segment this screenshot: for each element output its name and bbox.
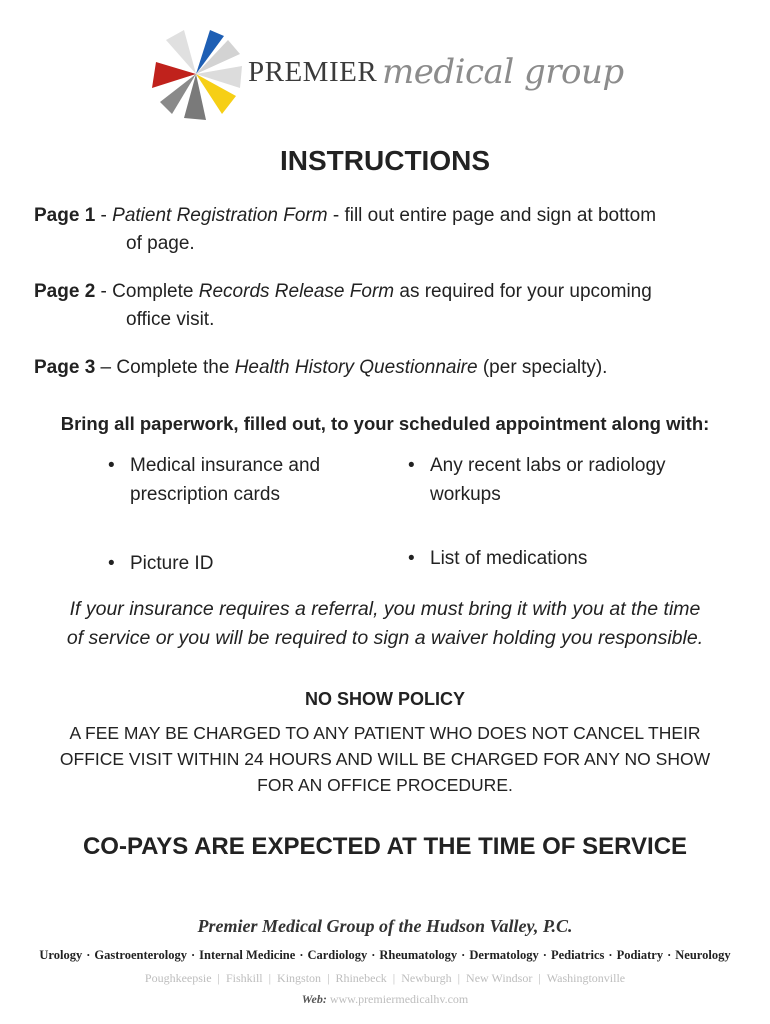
location-new-windsor: New Windsor [466,971,533,985]
specialty-separator: · [86,948,91,962]
location-newburgh: Newburgh [401,971,452,985]
specialty-internal-medicine: Internal Medicine [199,948,296,962]
bullet-text: List of medications [430,548,588,569]
bullet-dot: • [408,548,415,569]
separator: - [95,205,113,226]
premier-logo-mark [148,26,244,122]
separator: – [95,357,117,378]
specialty-neurology: Neurology [675,948,731,962]
specialty-separator: · [299,948,304,962]
web-url[interactable]: www.premiermedicalhv.com [329,992,469,1006]
location-separator: | [268,971,272,985]
footer-website [0,992,770,1007]
form-name: Patient Registration Form [112,205,328,226]
continuation-text: office visit. [126,309,215,330]
specialty-gastroenterology: Gastroenterology [94,948,187,962]
specialty-pediatrics: Pediatrics [550,948,605,962]
bullet-item-picture-id [108,549,378,578]
bullet-dot: • [408,455,415,476]
no-show-body [0,720,770,798]
bullet-item-labs [408,451,728,509]
specialty-separator: · [190,948,196,962]
form-name: Records Release Form [198,281,395,302]
footer-locations [0,971,770,986]
page-label: Page 3 [34,357,96,378]
location-rhinebeck: Rhinebeck [335,971,387,985]
post-text: as required for your upcoming [394,281,652,302]
specialty-separator: · [608,948,613,962]
no-show-line-1: A FEE MAY BE CHARGED TO ANY PATIENT WHO DOES NOT CANCEL THEIR [69,723,701,743]
specialty-rheumatology: Rheumatology [379,948,458,962]
specialty-separator: · [667,948,672,962]
page-3-instruction [34,354,734,382]
location-fishkill: Fishkill [225,971,263,985]
bullet-item-medications [408,544,728,573]
location-separator: | [538,971,541,985]
location-separator: | [457,971,461,985]
location-separator: | [217,971,220,985]
web-label: Web: [301,992,327,1006]
pre-text: Complete the [116,357,235,378]
logo-word-medical-group: medical group [382,52,624,92]
bring-paperwork-heading: Bring all paperwork, filled out, to your scheduled appointment along with: [60,413,710,434]
location-washingtonville: Washingtonville [546,971,626,985]
no-show-line-2: OFFICE VISIT WITHIN 24 HOURS AND WILL BE CHARGED FOR ANY NO SHOW [59,749,711,769]
location-kingston: Kingston [277,971,322,985]
no-show-line-3: FOR AN OFFICE PROCEDURE. [257,775,513,795]
bullet-text: Picture ID [130,553,214,574]
specialty-podiatry: Podiatry [616,948,664,962]
location-poughkeepsie: Poughkeepsie [144,971,212,985]
specialty-cardiology: Cardiology [307,948,368,962]
page-1-instruction [34,202,734,258]
logo-word-premier: PREMIER [248,56,378,88]
copays-notice: CO-PAYS ARE EXPECTED AT THE TIME OF SERVICE [82,833,688,860]
separator: - [95,281,113,302]
no-show-heading: NO SHOW POLICY [304,689,465,709]
form-name: Health History Questionnaire [234,357,478,378]
specialty-separator: · [371,948,376,962]
post-text: (per specialty). [477,357,608,378]
bullet-text-cont: prescription cards [130,484,280,505]
specialty-urology: Urology [39,948,83,962]
page-title: INSTRUCTIONS [280,145,490,176]
bullet-dot: • [108,553,115,574]
page-label: Page 1 [34,205,96,226]
footer-practice-name: Premier Medical Group of the Hudson Valley, P.C. [197,916,573,936]
bullet-dot: • [108,455,115,476]
continuation-text: of page. [126,233,195,254]
referral-notice [0,595,770,653]
pre-text: Complete [112,281,199,302]
specialty-separator: · [542,948,547,962]
referral-line-1: If your insurance requires a referral, you must bring it with you at the time [69,598,701,620]
specialty-separator: · [461,948,466,962]
page-2-instruction [34,278,734,334]
bullet-item-insurance [108,451,378,509]
specialty-dermatology: Dermatology [469,948,539,962]
referral-line-2: of service or you will be required to sign a waiver holding you responsible. [66,627,704,649]
location-separator: | [392,971,396,985]
page-label: Page 2 [34,281,96,302]
bullet-text-cont: workups [430,484,501,505]
location-separator: | [327,971,330,985]
bullet-text: Any recent labs or radiology [430,455,666,476]
bullet-text: Medical insurance and [130,455,321,476]
footer-specialties [0,948,770,963]
post-text: - fill out entire page and sign at bottom [327,205,657,226]
